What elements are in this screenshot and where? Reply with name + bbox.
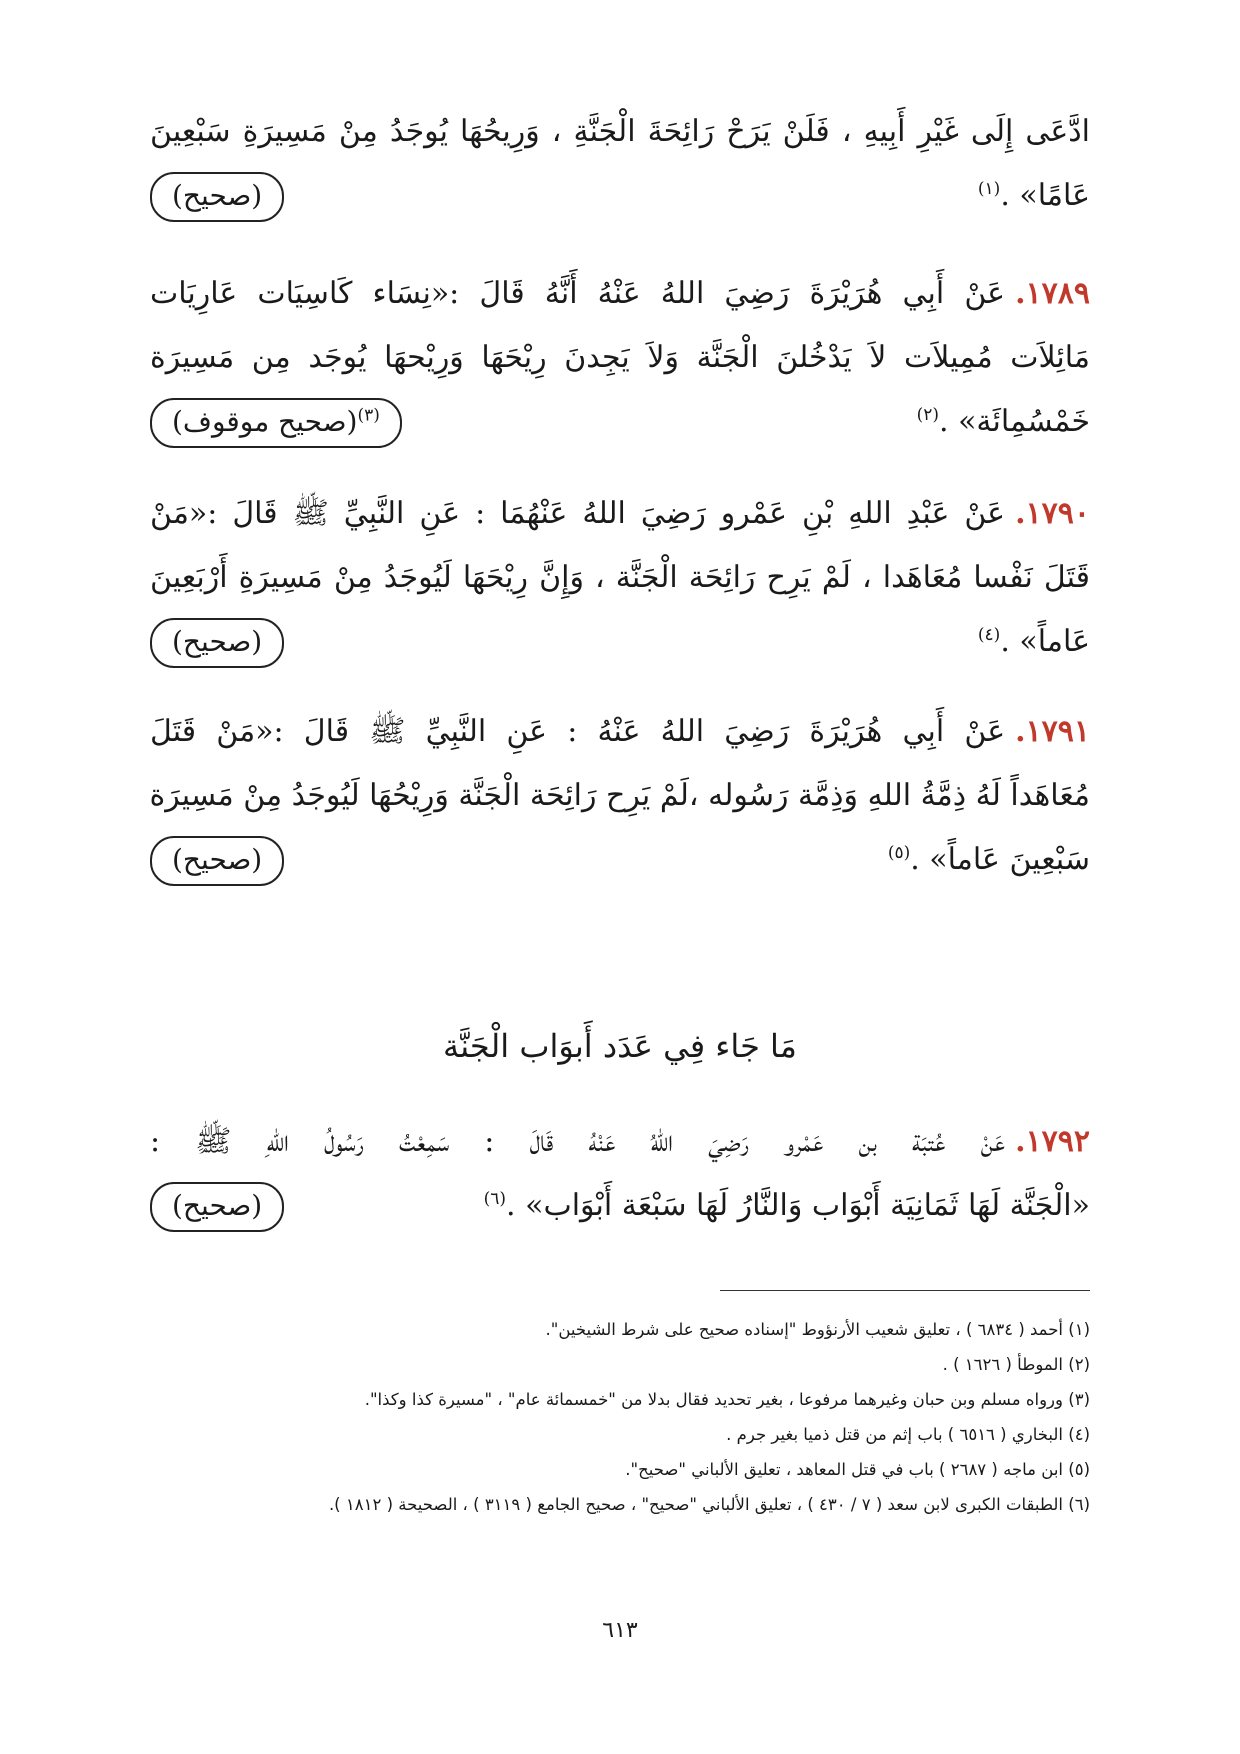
text-line: مَائِلاَت مُمِيلاَت لاَ يَدْخُلنَ الْجَنَّة وَلاَ يَجِدنَ رِيْحَهَا وَرِيْحهَا يُوجَد مِن مَسِيرَة <box>150 340 1090 375</box>
hadith-paragraph <box>150 262 1090 454</box>
page-number: ٦١٣ <box>602 1618 638 1643</box>
footnote: (٢) الموطأ ( ١٦٢٦ ) . <box>942 1355 1090 1374</box>
footnote-ref[interactable]: (٤) <box>977 625 1001 645</box>
text-line <box>150 164 1090 228</box>
text-line: ادَّعَى إِلَى غَيْرِ أَبِيهِ ، فَلَنْ يَرَحْ رَائِحَةَ الْجَنَّةِ ، وَرِيحُهَا يُوجَدُ مِنْ مَسِيرَةِ سَبْعِينَ <box>150 114 1090 149</box>
grade-label: (صحيح موقوف) <box>172 405 358 438</box>
text-line <box>150 610 1090 674</box>
footnotes <box>150 1312 1090 1522</box>
text-line <box>150 1110 1090 1174</box>
text-line <box>150 390 1090 454</box>
text-line <box>150 262 1090 326</box>
grade-badge: (صحيح) <box>150 172 284 222</box>
text-line <box>150 828 1090 892</box>
text-line <box>150 1174 1090 1238</box>
line-text: عَنْ عَبْدِ اللهِ بْنِ عَمْرو رَضِيَ اللهُ عَنْهُمَا : عَنِ النَّبِيِّ ﷺ قَالَ :«مَنْ <box>150 496 1006 531</box>
line-text: عَنْ أَبِي هُرَيْرَةَ رَضِيَ اللهُ عَنْهُ : عَنِ النَّبِيِّ ﷺ قَالَ :«مَنْ قَتَلَ <box>150 714 1006 749</box>
line-text: عَاماً» . <box>1000 624 1090 659</box>
footnote: (٣) ورواه مسلم وبن حبان وغيرهما مرفوعا ، بغير تحديد فقال بدلا من "خمسمائة عام" ، "مسيرة كذا وكذا". <box>364 1390 1090 1409</box>
text-line <box>150 482 1090 546</box>
text-line: مُعَاهَداً لَهُ ذِمَّةُ اللهِ وَذِمَّة رَسُوله ،لَمْ يَرِح رَائِحَة الْجَنَّة وَرِيْحُهَا لَيُوجَدُ مِنْ مَسِيرَة <box>149 778 1090 813</box>
grade-badge <box>150 398 402 448</box>
hadith-paragraph <box>150 100 1090 228</box>
line-text: «الْجَنَّة لَهَا ثَمَانِيَة أَبْوَاب وَالنَّارُ لَهَا سَبْعَة أَبْوَاب» . <box>506 1188 1090 1223</box>
footnote-ref[interactable]: (٣) <box>357 405 380 426</box>
line-text: عَامًا» . <box>1000 178 1090 213</box>
hadith-number: ١٧٩١. <box>1015 714 1090 749</box>
hadith-paragraph <box>150 1110 1090 1238</box>
line-text: خَمْسُمِائَة» . <box>939 404 1090 439</box>
footnote-ref[interactable]: (٦) <box>483 1189 507 1209</box>
hadith-paragraph <box>150 482 1090 674</box>
footnote-ref[interactable]: (١) <box>977 179 1001 199</box>
footnote-ref[interactable]: (٥) <box>887 843 911 863</box>
line-text: سَبْعِينَ عَاماً» . <box>910 842 1090 877</box>
text-line: قَتَلَ نَفْسا مُعَاهَدا ، لَمْ يَرِح رَائِحَة الْجَنَّة ، وَإِنَّ رِيْحَهَا لَيُوجَدُ مِنْ مَسِيرَةِ أَرْبَعِينَ <box>150 560 1090 595</box>
grade-badge: (صحيح) <box>150 1182 284 1232</box>
grade-badge: (صحيح) <box>150 836 284 886</box>
footnote: (٥) ابن ماجه ( ٢٦٨٧ ) باب في قتل المعاهد ، تعليق الألباني "صحيح". <box>625 1460 1090 1479</box>
text-line <box>150 700 1090 764</box>
footnote: (٦) الطبقات الكبرى لابن سعد ( ٧ / ٤٣٠ ) ، تعليق الألباني "صحيح" ، صحيح الجامع ( ٣١١٩ ) ، الصحيحة ( ١٨١٢ ). <box>328 1495 1090 1514</box>
hadith-number: ١٧٩٢. <box>1015 1124 1090 1159</box>
hadith-paragraph <box>150 700 1090 892</box>
hadith-number: ١٧٩٠. <box>1015 496 1090 531</box>
section-heading: مَا جَاء فِي عَدَد أَبوَاب الْجَنَّة <box>443 1027 797 1065</box>
footnote-divider <box>720 1290 1090 1291</box>
grade-badge: (صحيح) <box>150 618 284 668</box>
line-text: عَنْ عُتبَة بن عَمْرو رَضِيَ اللهُ عَنْهُ قَالَ : سَمِعْتُ رَسُولُ اللهِ ﷺ : <box>150 1124 1006 1159</box>
footnote: (١) أحمد ( ٦٨٣٤ ) ، تعليق شعيب الأرنؤوط "إسناده صحيح على شرط الشيخين". <box>545 1320 1090 1339</box>
line-text: عَنْ أَبِي هُرَيْرَةَ رَضِيَ اللهُ عَنْهُ أَنَّهُ قَالَ :«نِسَاء كَاسِيَات عَارِيَات <box>150 276 1006 311</box>
footnote: (٤) البخاري ( ٦٥١٦ ) باب إثم من قتل ذميا بغير جرم . <box>726 1425 1090 1444</box>
hadith-number: ١٧٨٩. <box>1015 276 1090 311</box>
footnote-ref[interactable]: (٢) <box>916 405 939 425</box>
